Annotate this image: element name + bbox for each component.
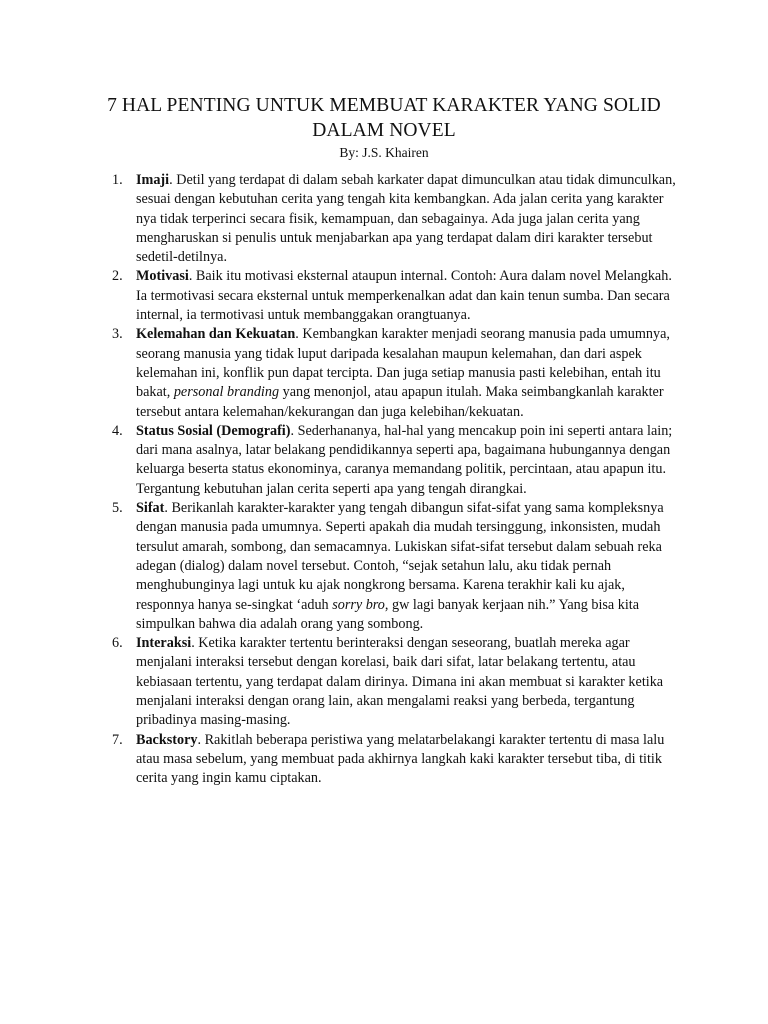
item-number: 1. bbox=[112, 172, 123, 188]
list-item bbox=[0, 499, 684, 634]
item-italic-phrase: sorry bro bbox=[332, 596, 385, 613]
item-term: Sifat bbox=[136, 500, 165, 517]
item-number: 6. bbox=[112, 635, 123, 652]
item-text: . Sederhananya, hal-hal yang mencakup poin ini seperti antara lain; dari mana asalnya, latar belakang pendidikannya seperti apa, bagaimana hubungannya dengan keluarga beserta status ekonominya, caranya memandang politik, percintaan, atau apapun itu. Tergantung kebutuhan jalan cerita seperti apa yang tengah dirangkai. bbox=[136, 422, 673, 497]
item-text: . Ketika karakter tertentu berinteraksi dengan seseorang, buatlah mereka agar menjalani interaksi tersebut dengan korelasi, baik dari sifat, latar belakang tertentu, atau kebiasaan tertentu, yang terdapat dalam dirinya. Dimana ini akan membuat si karakter ketika menjalani interaksi dengan orang lain, akan mengalami reaksi yang berbeda, tergantung pribadinya masing-masing. bbox=[136, 635, 664, 729]
item-text: . Baik itu motivasi eksternal ataupun internal. Contoh: Aura dalam novel Melangkah. Ia termotivasi secara eksternal untuk memperkenalkan adat dan kain tenun sumba. Dan secara internal, ia termotivasi untuk membanggakan orangtuanya. bbox=[136, 268, 672, 324]
item-term: Backstory bbox=[136, 731, 198, 748]
item-text: . Berikanlah karakter-karakter yang tengah dibangun sifat-sifat yang sama kompleksnya dengan manusia pada umumnya. Seperti apakah dia mudah tersinggung, inkonsisten, mudah tersulut amarah, sombong, dan semacamnya. Lukiskan sifat-sifat tersebut dalam sebuah reka adegan (dialog) dalam novel tersebut. Contoh, “sejak setahun lalu, aku tidak pernah menghubunginya lagi untuk ku ajak nongkrong bersama. Karena terakhir kali ku ajak, responnya hanya se-singkat ‘aduh bbox=[136, 500, 664, 613]
item-text: . Detil yang terdapat di dalam sebah karkater dapat dimunculkan atau tidak dimunculkan, sesuai dengan kebutuhan cerita yang tengah kita kembangkan. Ada jalan cerita yang karakter nya tidak terperinci secara fisik, kemampuan, dan sebagainya. Ada juga jalan cerita yang mengharuskan si penulis untuk menjabarkan apa yang terdapat dalam diri karakter tersebut sedetil-detilnya. bbox=[136, 172, 676, 266]
item-text: . Kembangkan karakter menjadi seorang manusia pada umumnya, seorang manusia yang tidak luput daripada kesalahan maupun kelemahan, dan dari aspek kelemahan ini, konflik pun dapat tercipta. Dan juga setiap manusia pasti kelebihan, entah itu bakat, bbox=[136, 326, 670, 401]
item-number: 2. bbox=[112, 268, 123, 285]
points-list bbox=[0, 171, 768, 789]
list-item bbox=[0, 325, 684, 421]
item-term: Motivasi bbox=[136, 268, 189, 285]
list-item bbox=[0, 267, 684, 325]
list-item bbox=[0, 634, 684, 730]
item-italic-phrase: personal branding bbox=[173, 384, 280, 401]
item-text-continued: , gw lagi banyak kerjaan nih.” Yang bisa kita simpulkan bahwa dia adalah orang yang sombong. bbox=[136, 596, 640, 632]
item-text-continued: yang menonjol, atau apapun itulah. Maka seimbangkanlah karakter tersebut antara kelemahan/kekurangan dan juga kelebihan/kekuatan. bbox=[136, 384, 664, 420]
list-item bbox=[0, 422, 684, 499]
list-item bbox=[0, 731, 684, 789]
item-term: Kelemahan dan Kekuatan bbox=[136, 326, 296, 343]
item-text: . Rakitlah beberapa peristiwa yang melatarbelakangi karakter tertentu di masa lalu atau masa sebelum, yang membuat pada akhirnya langkah kaki karakter tersebut tiba, di titik cerita yang ingin kamu ciptakan. bbox=[136, 731, 665, 787]
author-byline: By: J.S. Khairen bbox=[339, 145, 429, 160]
document-title: 7 HAL PENTING UNTUK MEMBUAT KARAKTER YANG SOLID DALAM NOVEL bbox=[107, 95, 661, 141]
item-term: Interaksi bbox=[136, 635, 192, 652]
item-number: 5. bbox=[112, 500, 123, 517]
item-number: 4. bbox=[112, 422, 123, 439]
item-term: Imaji bbox=[136, 172, 170, 188]
list-item bbox=[0, 171, 684, 267]
item-number: 7. bbox=[112, 731, 123, 748]
item-term: Status Sosial (Demografi) bbox=[136, 422, 291, 439]
item-number: 3. bbox=[112, 326, 123, 343]
